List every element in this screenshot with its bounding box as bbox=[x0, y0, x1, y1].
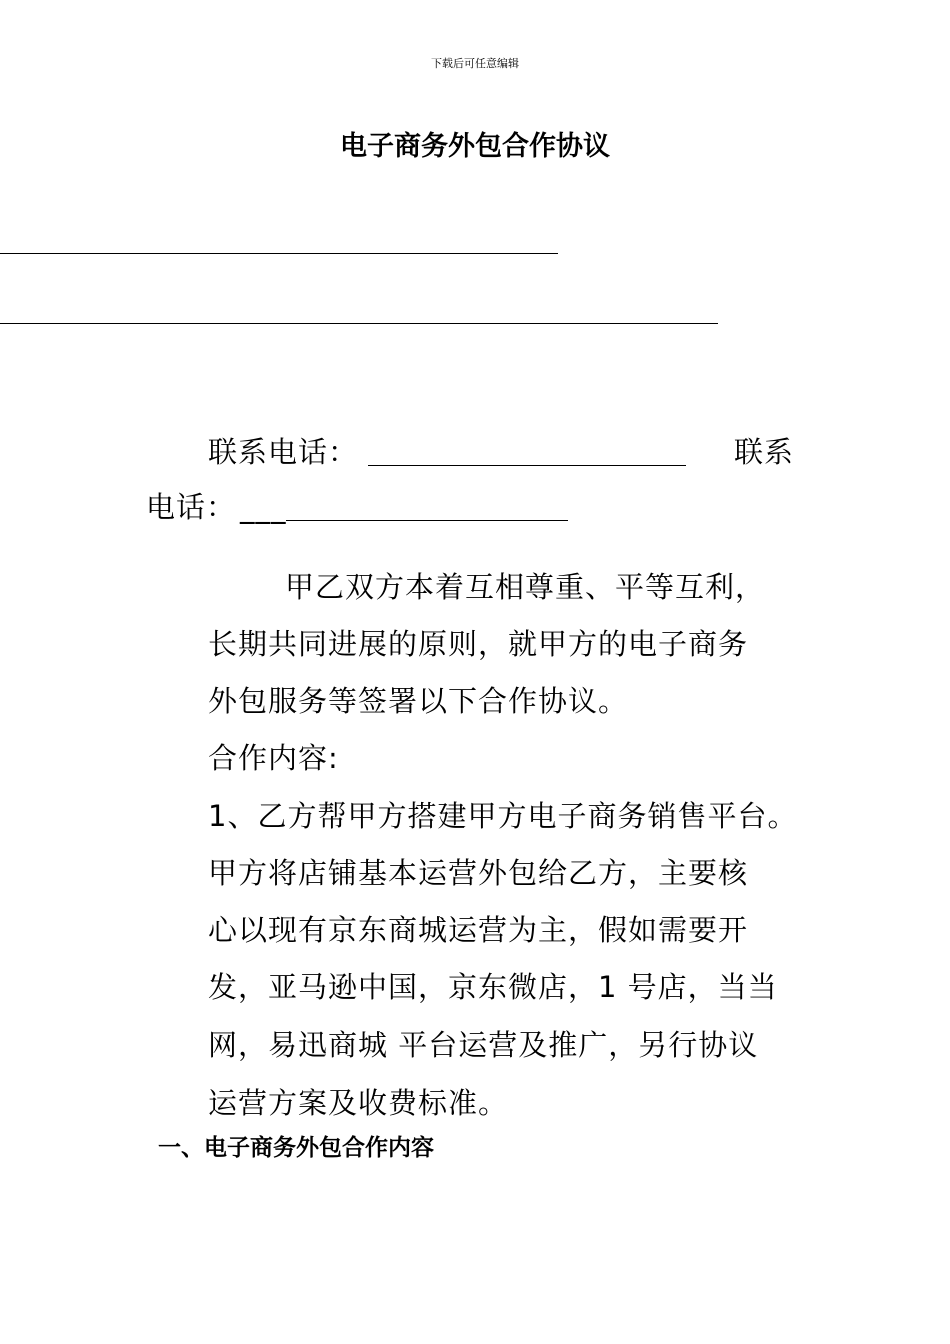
paragraph-line: 甲方将店铺基本运营外包给乙方，主要核 bbox=[208, 856, 749, 890]
paragraph-line: 甲乙双方本着互相尊重、平等互利， bbox=[285, 570, 766, 604]
contact-phone-label-b: 电话： bbox=[146, 490, 237, 524]
party-b-blank-line bbox=[0, 323, 718, 324]
contact-phone-blank-b bbox=[286, 520, 568, 521]
paragraph-line: 网，易迅商城 平台运营及推广，另行协议 bbox=[208, 1028, 759, 1062]
paragraph-line: 运营方案及收费标准。 bbox=[208, 1086, 509, 1120]
header-note: 下载后可任意编辑 bbox=[431, 57, 519, 70]
document-title: 电子商务外包合作协议 bbox=[340, 131, 610, 162]
contact-phone-label-a: 联系电话： bbox=[208, 435, 359, 469]
paragraph-line: 外包服务等签署以下合作协议。 bbox=[208, 684, 629, 718]
cooperation-content-label: 合作内容: bbox=[208, 741, 339, 775]
party-a-blank-line bbox=[0, 253, 558, 254]
contact-phone-blank-a bbox=[368, 465, 686, 466]
contact-label-b: 联系 bbox=[734, 435, 795, 469]
paragraph-line: 1、乙方帮甲方搭建甲方电子商务销售平台。 bbox=[208, 799, 798, 833]
contact-phone-blank-prefix: ___ bbox=[240, 490, 287, 524]
paragraph-line: 心以现有京东商城运营为主，假如需要开 bbox=[208, 913, 749, 947]
section-heading: 一、电子商务外包合作内容 bbox=[158, 1135, 434, 1161]
paragraph-line: 发，亚马逊中国，京东微店，1 号店，当当 bbox=[208, 970, 778, 1004]
paragraph-line: 长期共同进展的原则，就甲方的电子商务 bbox=[208, 627, 749, 661]
